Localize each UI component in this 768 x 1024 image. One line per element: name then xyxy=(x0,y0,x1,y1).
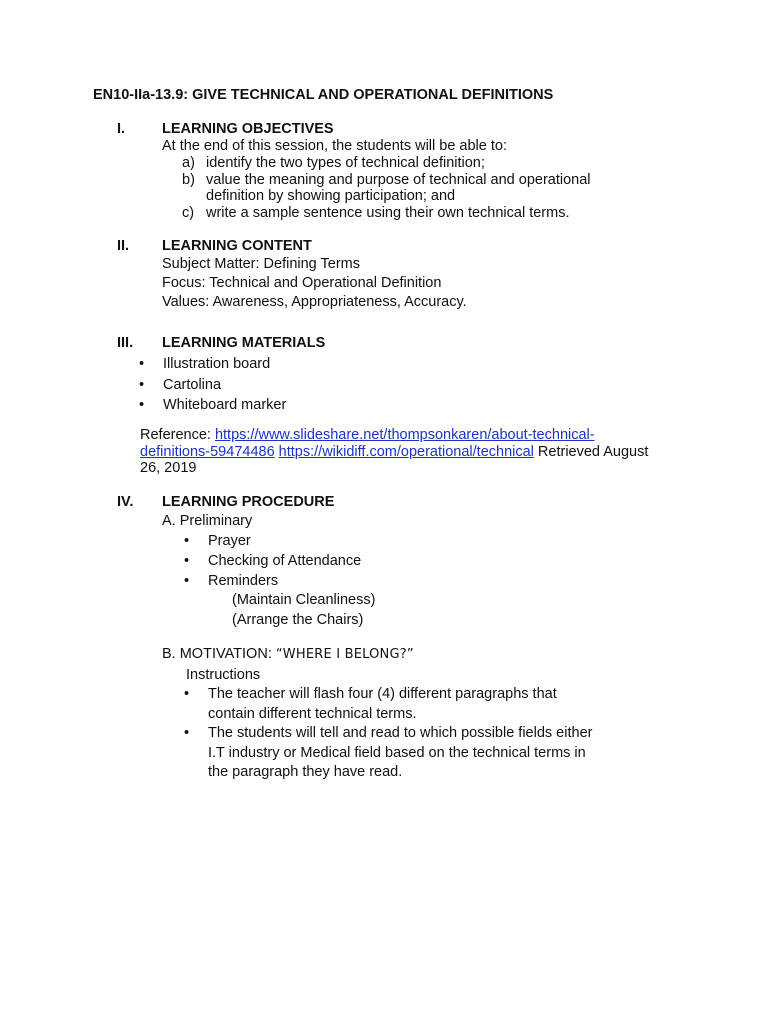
list-item: • The students will tell and read to which possible fields either I.T industry or Medical field based on the technical terms in the paragraph they have read. xyxy=(184,724,604,783)
section-heading: LEARNING OBJECTIVES xyxy=(162,121,334,137)
bullet: • xyxy=(139,376,145,393)
reminder-detail: (Arrange the Chairs) xyxy=(232,611,364,628)
list-item: b) value the meaning and purpose of technical and operational definition by showing participation; and xyxy=(182,171,591,204)
focus: Focus: Technical and Operational Definition xyxy=(162,275,442,291)
preliminary-label: A. Preliminary xyxy=(162,513,253,529)
section-number: IV. xyxy=(117,494,134,510)
section-learning-procedure xyxy=(117,493,737,783)
list-item: c) write a sample sentence using their own technical terms. xyxy=(182,204,570,221)
list-item: • Reminders xyxy=(184,573,279,589)
section-heading: LEARNING PROCEDURE xyxy=(162,494,335,510)
reference xyxy=(140,427,660,477)
instructions-label: Instructions xyxy=(186,667,261,683)
bullet: • xyxy=(139,356,145,372)
objectives-list xyxy=(162,155,632,221)
reference-retrieved: Retrieved August 26, 2019 xyxy=(140,443,649,476)
list-item: • Checking of Attendance xyxy=(184,553,362,569)
preliminary-list xyxy=(162,531,737,591)
values: Values: Awareness, Appropriateness, Accuracy. xyxy=(162,294,467,310)
document-title: EN10-IIa-13.9: GIVE TECHNICAL AND OPERATIONAL DEFINITIONS xyxy=(93,87,554,103)
list-item: • Cartolina xyxy=(139,375,737,396)
section-learning-objectives xyxy=(117,120,737,221)
list-item: a) identify the two types of technical definition; xyxy=(182,155,485,171)
section-heading: LEARNING CONTENT xyxy=(162,238,312,254)
reference-link-wikidiff[interactable]: https://wikidiff.com/operational/technical xyxy=(278,443,534,460)
reference-link-slideshare[interactable]: https://www.slideshare.net/thompsonkaren/about-technical-definitions-59474486 xyxy=(140,427,595,460)
section-learning-materials xyxy=(117,334,737,416)
motivation-heading: B. MOTIVATION: “WHERE I BELONG?” xyxy=(162,646,414,662)
section-number: II. xyxy=(117,238,130,254)
reference-label: Reference: xyxy=(140,427,215,443)
bullet: • xyxy=(184,725,190,741)
section-learning-content xyxy=(117,237,737,312)
bullet: • xyxy=(184,553,190,569)
bullet: • xyxy=(139,397,145,413)
reminder-detail: (Maintain Cleanliness) xyxy=(232,592,376,608)
instructions-list xyxy=(162,685,604,783)
list-item: • Whiteboard marker xyxy=(139,395,737,416)
section-number: III. xyxy=(117,335,134,351)
list-item: • The teacher will flash four (4) different paragraphs that contain different technical terms. xyxy=(184,685,604,724)
bullet: • xyxy=(184,573,190,589)
motivation-title: “WHERE I BELONG?” xyxy=(275,647,414,662)
section-number: I. xyxy=(117,121,126,137)
materials-list xyxy=(117,354,737,416)
list-item: • Prayer xyxy=(184,533,251,549)
bullet: • xyxy=(184,686,190,702)
bullet: • xyxy=(184,533,190,549)
subject-matter: Subject Matter: Defining Terms xyxy=(162,256,360,272)
section-heading: LEARNING MATERIALS xyxy=(162,335,326,351)
objectives-intro: At the end of this session, the students will be able to: xyxy=(162,138,507,154)
list-item: • Illustration board xyxy=(139,354,737,375)
